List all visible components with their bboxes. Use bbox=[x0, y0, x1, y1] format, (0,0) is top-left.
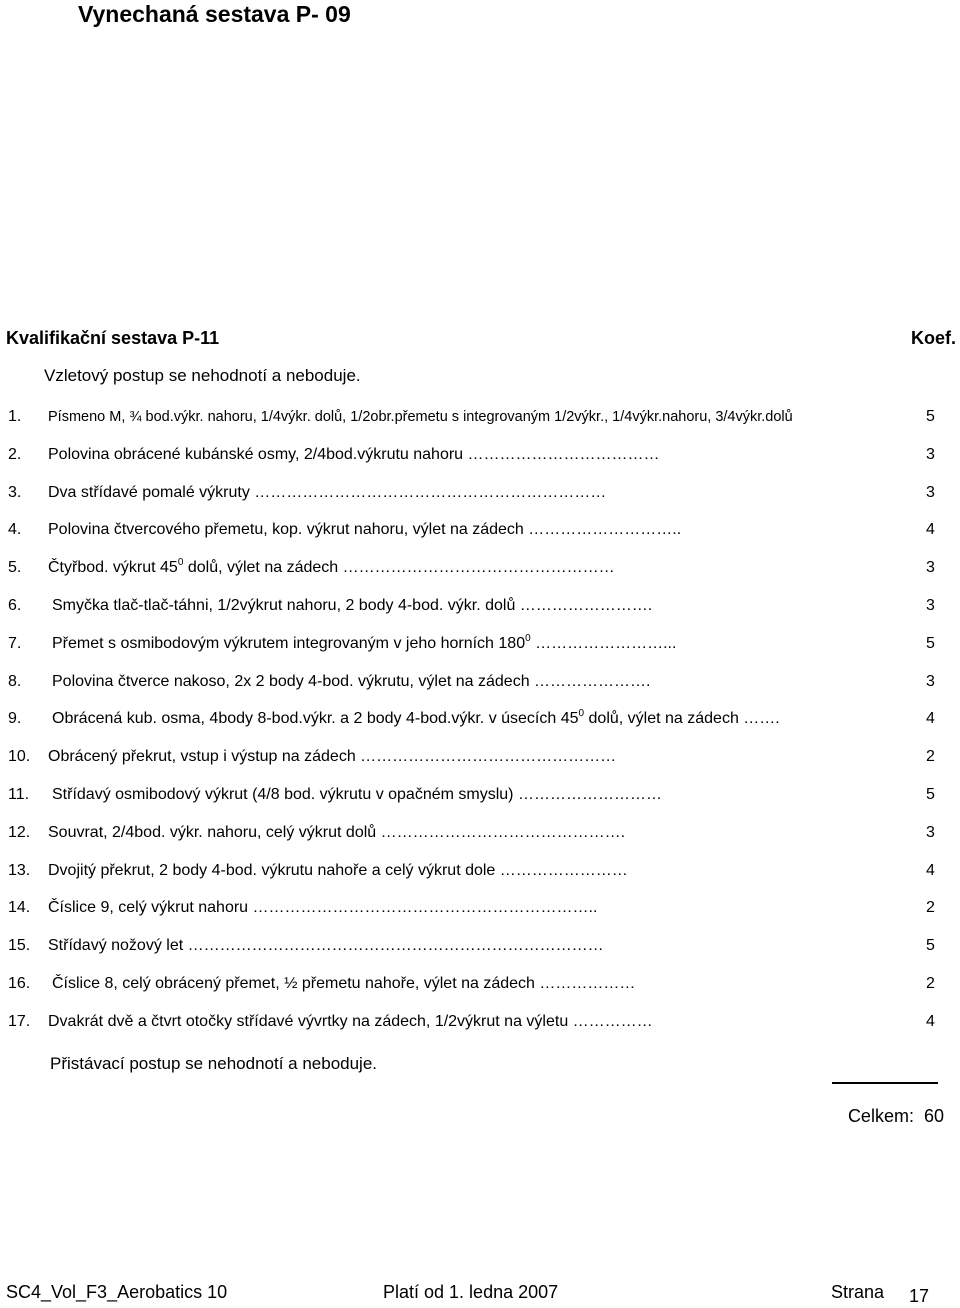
figure-coef: 3 bbox=[926, 559, 935, 577]
total bbox=[848, 1104, 944, 1128]
figure-coef: 5 bbox=[926, 786, 935, 803]
total-rule bbox=[832, 1082, 938, 1084]
figure-row bbox=[0, 633, 960, 657]
figure-coef: 4 bbox=[926, 1012, 935, 1030]
figure-description: Číslice 9, celý výkrut nahoru ……………………………………………………….. bbox=[48, 899, 598, 917]
figure-number: 17. bbox=[8, 1012, 31, 1030]
figure-description: Obrácený překrut, vstup i výstup na zádech ………………………………………… bbox=[48, 748, 617, 766]
figure-number: 9. bbox=[8, 710, 22, 728]
figure-row bbox=[0, 595, 960, 619]
figure-row bbox=[0, 671, 960, 695]
figure-row bbox=[0, 746, 960, 770]
figure-row bbox=[0, 935, 960, 959]
figure-number: 2. bbox=[8, 445, 22, 463]
figure-description: Polovina čtvercového přemetu, kop. výkrut nahoru, výlet na zádech ……………………….. bbox=[48, 521, 682, 539]
figure-row bbox=[0, 482, 960, 506]
figure-number: 16. bbox=[8, 975, 31, 992]
figure-description: Polovina obrácené kubánské osmy, 2/4bod.výkrutu nahoru ……………………………… bbox=[48, 445, 660, 463]
figure-description: Polovina čtverce nakoso, 2x 2 body 4-bod. výkrutu, výlet na zádech …………………. bbox=[52, 672, 651, 690]
outro-note: Přistávací postup se nehodnotí a neboduje. bbox=[50, 1053, 378, 1073]
figure-number: 12. bbox=[8, 823, 31, 841]
figure-row bbox=[0, 557, 960, 581]
figure-number: 5. bbox=[8, 559, 22, 577]
figure-coef: 3 bbox=[926, 597, 935, 614]
figure-coef: 5 bbox=[926, 408, 935, 425]
figure-coef: 5 bbox=[926, 937, 935, 955]
figure-row bbox=[0, 822, 960, 846]
figure-row bbox=[0, 444, 960, 468]
footer-page-number: 17 bbox=[909, 1286, 930, 1306]
figure-description: Střídavý nožový let …………………………………………………………………… bbox=[48, 937, 604, 955]
figure-description: Dva střídavé pomalé výkruty ………………………………………………………… bbox=[48, 483, 607, 501]
figure-coef: 4 bbox=[926, 521, 935, 539]
figure-number: 8. bbox=[8, 672, 22, 690]
figure-description: Dvojitý překrut, 2 body 4-bod. výkrutu nahoře a celý výkrut dole …………………… bbox=[48, 861, 628, 879]
figure-description: Souvrat, 2/4bod. výkr. nahoru, celý výkrut dolů ………………………………………. bbox=[48, 823, 626, 841]
figure-description: Písmeno M, ¾ bod.výkr. nahoru, 1/4výkr. dolů, 1/2obr.přemetu s integrovaným 1/2výkr., 1/4výkr.nahoru, 3/4výkr.dolů bbox=[48, 409, 793, 425]
figure-number: 11. bbox=[8, 786, 30, 803]
figure-description: Přemet s osmibodovým výkrutem integrovaným v jeho horních $180^0$ ……………………... bbox=[52, 632, 677, 652]
figure-coef: 2 bbox=[926, 748, 935, 766]
figure-row bbox=[0, 973, 960, 997]
figure-number: 3. bbox=[8, 483, 22, 501]
figure-coef: 3 bbox=[926, 823, 935, 841]
figure-description: Smyčka tlač-tlač-táhni, 1/2výkrut nahoru, 2 body 4-bod. výkr. dolů ……………………. bbox=[52, 597, 653, 614]
figure-row bbox=[0, 860, 960, 884]
figure-row bbox=[0, 784, 960, 808]
figure-coef: 4 bbox=[926, 861, 935, 879]
figure-row bbox=[0, 406, 960, 430]
figure-number: 7. bbox=[8, 634, 22, 652]
figure-number: 15. bbox=[8, 937, 31, 955]
figure-coef: 2 bbox=[926, 975, 935, 992]
section-title: Kvalifikační sestava P-11 bbox=[6, 328, 220, 348]
page-title: Vynechaná sestava P- 09 bbox=[78, 1, 351, 27]
footer-doc-id: SC4_Vol_F3_Aerobatics 10 bbox=[6, 1282, 228, 1302]
coef-header: Koef. bbox=[911, 328, 956, 348]
figure-coef: 4 bbox=[926, 710, 935, 728]
figure-description: Obrácená kub. osma, 4body 8-bod.výkr. a 2 body 4-bod.výkr. v úsecích $45^0$ dolů, výlet na zádech ……. bbox=[52, 708, 780, 728]
figure-row bbox=[0, 1011, 960, 1035]
figure-row bbox=[0, 519, 960, 543]
total-value: 60 bbox=[923, 1106, 944, 1126]
figure-coef: 5 bbox=[926, 634, 935, 652]
figure-coef: 3 bbox=[926, 483, 935, 501]
intro-note: Vzletový postup se nehodnotí a neboduje. bbox=[44, 366, 361, 385]
total-label: Celkem: bbox=[847, 1106, 914, 1126]
figure-row bbox=[0, 708, 960, 732]
figure-number: 6. bbox=[8, 597, 22, 614]
figure-coef: 3 bbox=[926, 445, 935, 463]
figure-description: Číslice 8, celý obrácený přemet, ½ přemetu nahoře, výlet na zádech ……………… bbox=[52, 975, 636, 992]
figure-description: Dvakrát dvě a čtvrt otočky střídavé vývrtky na zádech, 1/2výkrut na výletu …………… bbox=[48, 1012, 653, 1030]
figure-number: 13. bbox=[8, 861, 31, 879]
figure-coef: 3 bbox=[926, 672, 935, 690]
figure-number: 1. bbox=[8, 408, 22, 425]
figure-number: 14. bbox=[8, 899, 31, 917]
figure-description: Čtyřbod. výkrut $45^0$ dolů, výlet na zádech …………………………………………… bbox=[48, 557, 615, 577]
figure-coef: 2 bbox=[926, 899, 935, 917]
footer-valid-from: Platí od 1. ledna 2007 bbox=[383, 1282, 559, 1302]
figure-description: Střídavý osmibodový výkrut (4/8 bod. výkrutu v opačném smyslu) ……………………… bbox=[52, 786, 662, 803]
figure-number: 10. bbox=[8, 748, 31, 766]
figure-number: 4. bbox=[8, 521, 22, 539]
figure-row bbox=[0, 897, 960, 921]
footer-page-label: Strana bbox=[831, 1282, 885, 1302]
